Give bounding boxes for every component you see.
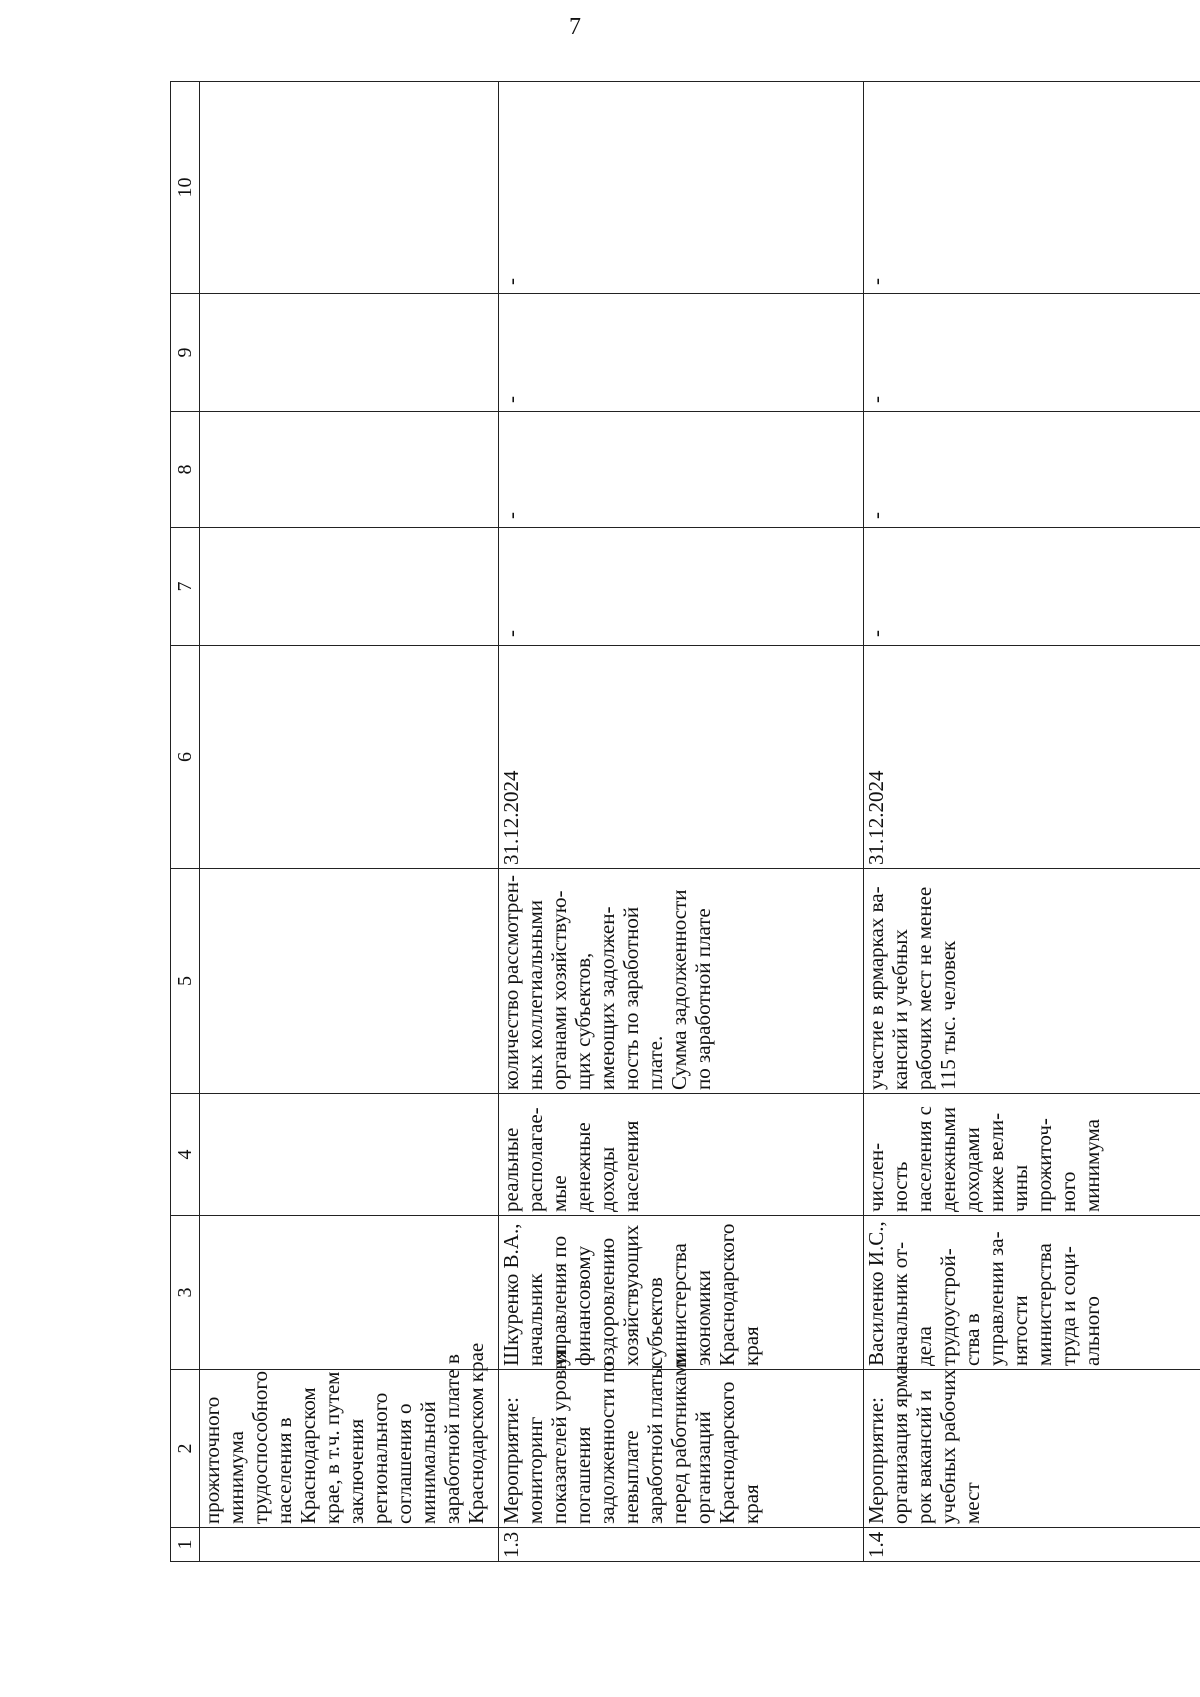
cell-text-line: задолженности по: [595, 1361, 619, 1524]
cell-text-line: щих субъектов,: [571, 952, 595, 1090]
table-cell-col-4: [864, 1094, 1200, 1216]
cell-text-line: перед работниками: [667, 1351, 691, 1524]
cell-text-line: денежными: [936, 1107, 960, 1212]
cell-text-line: нятости: [1008, 1295, 1032, 1366]
cell-text-line: участие в ярмарках ва-: [864, 886, 888, 1090]
table-cell-col-5: [200, 869, 499, 1094]
cell-text-line: учебных рабочих: [936, 1369, 960, 1524]
header-cell-10: 10: [171, 82, 200, 294]
cell-text-line: прожиточ-: [1032, 1118, 1056, 1212]
header-cell-6: 6: [171, 646, 200, 869]
header-row: [171, 82, 200, 1562]
cell-text-line: заработной платы: [643, 1364, 667, 1524]
header-cell-9: 9: [171, 294, 200, 412]
cell-text-line: организация ярма-: [888, 1358, 912, 1524]
header-cell-4: 4: [171, 1094, 200, 1216]
cell-text-line: Краснодарского: [715, 1381, 739, 1524]
cell-text-line: погашения: [571, 1426, 595, 1524]
cell-text-line: Шкуренко В.А.,: [499, 1223, 523, 1366]
table-cell-col-7: [200, 528, 499, 646]
cell-text-line: труда и соци-: [1056, 1246, 1080, 1366]
table-cell-col-5: [864, 869, 1200, 1094]
cell-text-line: заработной плате в: [440, 1354, 464, 1524]
cell-text-line: регионального: [368, 1392, 392, 1524]
header-cell-1: 1: [171, 1528, 200, 1562]
cell-text-line: организаций: [691, 1411, 715, 1524]
cell-text-line: располагае-: [523, 1107, 547, 1212]
cell-text-line: прожиточного: [200, 1396, 224, 1524]
cell-text-line: Мероприятие:: [499, 1397, 523, 1524]
cell-text-line: по заработной плате: [691, 908, 715, 1090]
header-cell-5: 5: [171, 869, 200, 1094]
header-cell-7: 7: [171, 528, 200, 646]
cell-text-line: денежные: [571, 1122, 595, 1212]
header-cell-3: 3: [171, 1216, 200, 1370]
cell-text-line: субъектов: [643, 1277, 667, 1366]
table-row: [200, 82, 499, 1562]
cell-text-line: ных коллегиальными: [523, 899, 547, 1090]
cell-text-line: соглашения о: [392, 1403, 416, 1524]
cell-text-line: ального: [1080, 1296, 1104, 1366]
cell-text-line: показателей уровня: [547, 1348, 571, 1524]
table-cell-col-6: 31.12.2024: [864, 646, 1200, 869]
table-cell-col-9: [200, 294, 499, 412]
cell-text-line: финансовому: [571, 1245, 595, 1366]
cell-text-line: ного: [1056, 1171, 1080, 1212]
cell-text-line: минимума: [1080, 1119, 1104, 1212]
plan-table: [170, 81, 1200, 1562]
cell-text-line: рабочих мест не менее: [912, 886, 936, 1090]
table-cell-col-1: 1.4: [864, 1528, 1200, 1562]
table-body: [200, 82, 1200, 1562]
table-row: [864, 82, 1200, 1562]
cell-text-line: Василенко И.С.,: [864, 1221, 888, 1366]
cell-text-line: количество рассмотрен-: [499, 875, 523, 1090]
table-cell-col-8: -: [864, 412, 1200, 528]
table-cell-col-3: [864, 1216, 1200, 1370]
cell-text-line: хозяйствующих: [619, 1224, 643, 1366]
cell-text-line: мест: [960, 1482, 984, 1524]
table-row: [499, 82, 864, 1562]
table-cell-col-4: [499, 1094, 864, 1216]
cell-text-line: мые: [547, 1175, 571, 1212]
cell-text-line: трудоустрой-: [936, 1248, 960, 1366]
cell-text-line: доходы: [595, 1146, 619, 1212]
table-cell-col-3: [499, 1216, 864, 1370]
cell-text-line: минимальной: [416, 1401, 440, 1524]
cell-text-line: Краснодарском: [296, 1387, 320, 1524]
table-cell-col-9: -: [499, 294, 864, 412]
cell-text-line: населения: [619, 1120, 643, 1212]
cell-text-line: ность: [888, 1161, 912, 1212]
cell-text-line: невыплате: [619, 1430, 643, 1524]
cell-text-line: Мероприятие:: [864, 1397, 888, 1524]
table-cell-col-4: [200, 1094, 499, 1216]
cell-text-line: имеющих задолжен-: [595, 906, 619, 1090]
cell-text-line: заключения: [344, 1418, 368, 1524]
table-cell-col-2: [864, 1358, 1200, 1528]
cell-text-line: ства в: [960, 1313, 984, 1366]
cell-text-line: 115 тыс. человек: [936, 940, 960, 1090]
cell-text-line: начальник: [523, 1273, 547, 1366]
cell-text-line: дела: [912, 1326, 936, 1366]
cell-text-line: минимума: [224, 1431, 248, 1524]
table-cell-col-8: [200, 412, 499, 528]
table-cell-col-1: 1.3: [499, 1528, 864, 1562]
cell-text-line: трудоспособного: [248, 1371, 272, 1524]
cell-text-line: Сумма задолженности: [667, 889, 691, 1090]
cell-text-line: чины: [1008, 1164, 1032, 1212]
rotated-table-container: [170, 82, 1200, 1562]
cell-text-line: края: [739, 1484, 763, 1524]
cell-text-line: населения в: [272, 1417, 296, 1524]
cell-text-line: населения с: [912, 1106, 936, 1212]
cell-text-line: оздоровлению: [595, 1237, 619, 1366]
cell-text-line: управлении за-: [984, 1231, 1008, 1366]
table-cell-col-10: -: [864, 82, 1200, 294]
cell-text-line: ниже вели-: [984, 1112, 1008, 1212]
cell-text-line: крае, в т.ч. путем: [320, 1371, 344, 1524]
cell-text-line: Краснодарском крае: [464, 1342, 488, 1524]
cell-text-line: мониторинг: [523, 1416, 547, 1524]
table-cell-col-5: [499, 869, 864, 1094]
table-cell-col-6: 31.12.2024: [499, 646, 864, 869]
cell-text-line: ность по заработной: [619, 906, 643, 1090]
page-number: 7: [569, 14, 581, 40]
cell-text-line: начальник от-: [888, 1241, 912, 1366]
cell-text-line: органами хозяйствую-: [547, 890, 571, 1090]
cell-text-line: числен-: [864, 1142, 888, 1212]
table-cell-col-7: -: [499, 528, 864, 646]
table-cell-col-1: [200, 1528, 499, 1562]
table-cell-col-2: [200, 1342, 499, 1528]
table-cell-col-10: [200, 82, 499, 294]
cell-text-line: кансий и учебных: [888, 929, 912, 1090]
header-cell-2: 2: [171, 1370, 200, 1528]
cell-text-line: реальные: [499, 1127, 523, 1212]
cell-text-line: плате.: [643, 1035, 667, 1090]
cell-text-line: доходами: [960, 1127, 984, 1212]
cell-text-line: министерства: [667, 1243, 691, 1366]
table-cell-col-3: [200, 1216, 499, 1370]
cell-text-line: края: [739, 1326, 763, 1366]
table-cell-col-2: [499, 1348, 864, 1528]
cell-text-line: управления по: [547, 1235, 571, 1366]
cell-text-line: министерства: [1032, 1243, 1056, 1366]
table-cell-col-6: [200, 646, 499, 869]
table-cell-col-8: -: [499, 412, 864, 528]
cell-text-line: Краснодарского: [715, 1223, 739, 1366]
table-cell-col-10: -: [499, 82, 864, 294]
table-cell-col-9: -: [864, 294, 1200, 412]
cell-text-line: экономики: [691, 1270, 715, 1366]
cell-text-line: рок вакансий и: [912, 1389, 936, 1524]
header-cell-8: 8: [171, 412, 200, 528]
table-cell-col-7: -: [864, 528, 1200, 646]
